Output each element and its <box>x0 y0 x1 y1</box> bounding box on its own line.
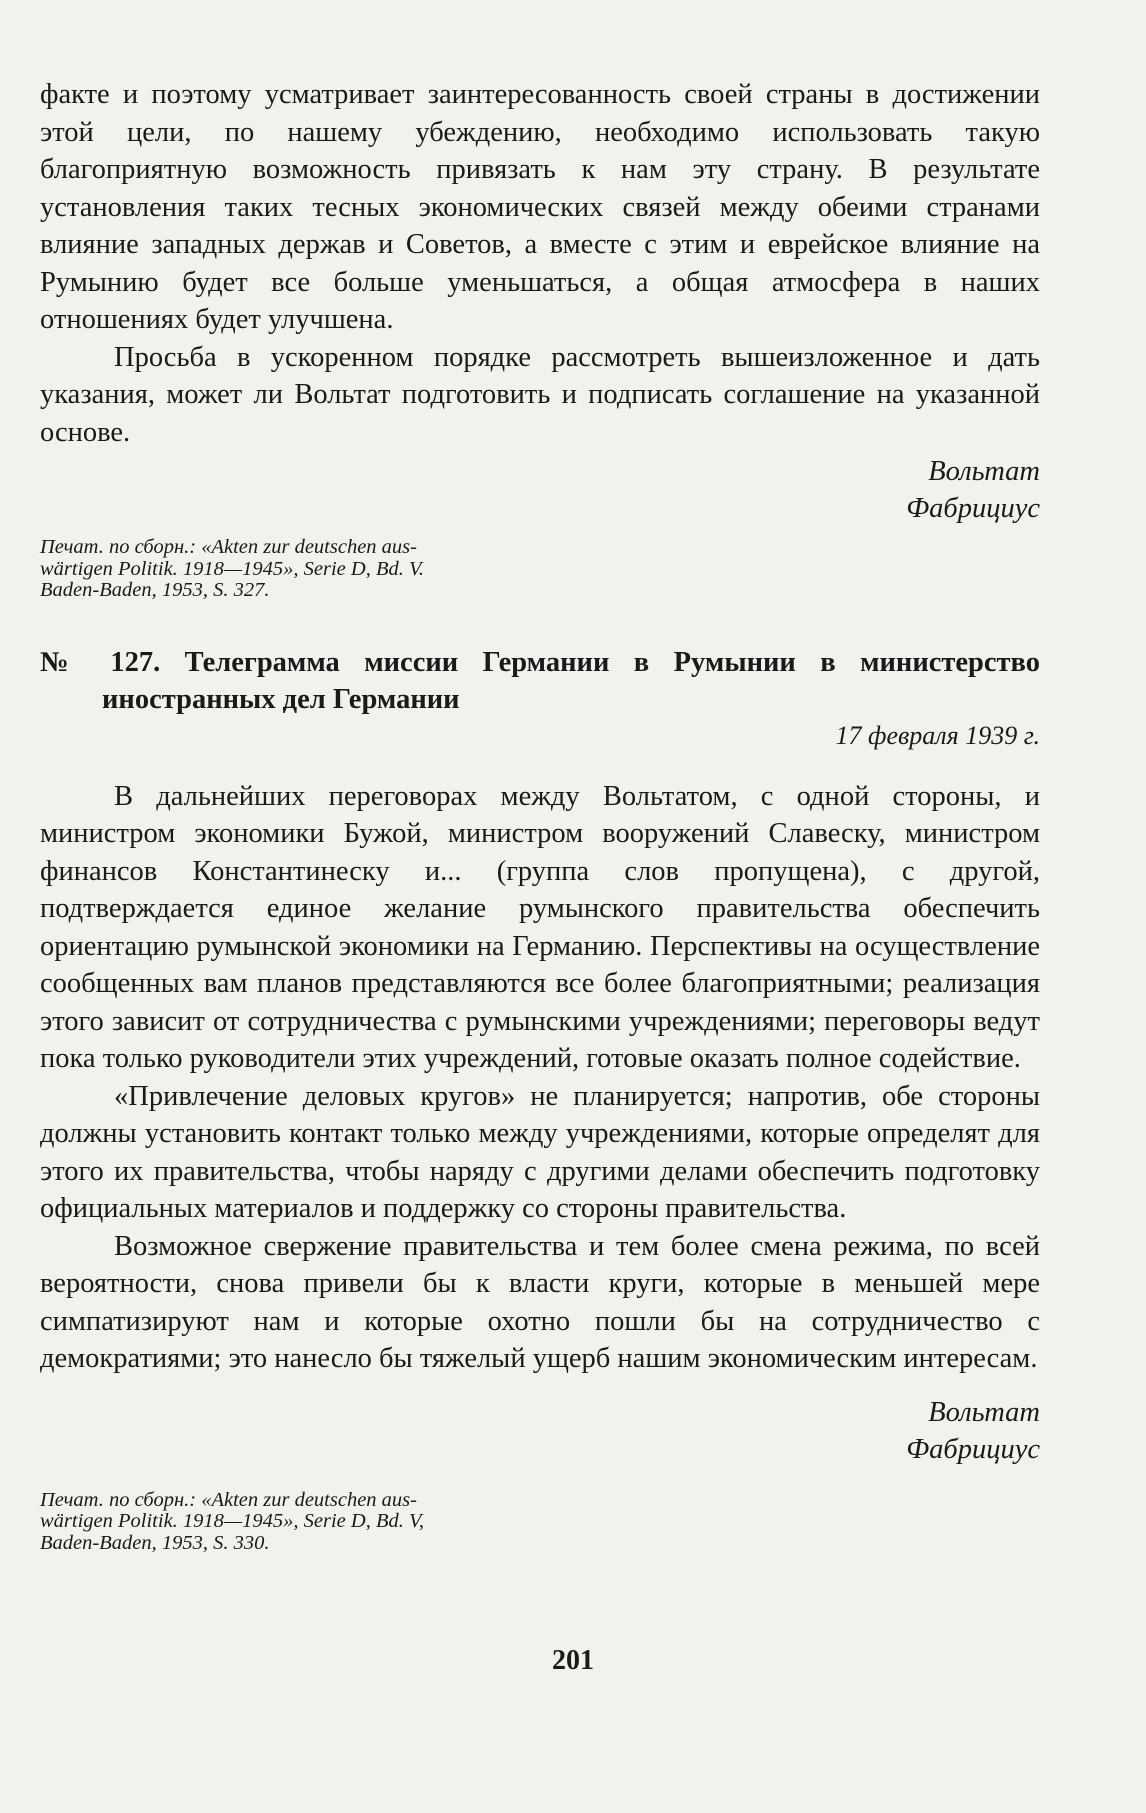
document-127-date: 17 февраля 1939 г. <box>835 720 1040 750</box>
page-content <box>40 76 1040 1554</box>
document-127-header <box>40 644 1040 754</box>
page-number: 201 <box>552 1645 594 1676</box>
source-note-1 <box>40 537 1040 602</box>
signature-fabricius-2: Фабрициус <box>906 1433 1040 1465</box>
signature-block-2 <box>40 1394 1040 1468</box>
signature-fabricius-1: Фабрициус <box>906 493 1040 524</box>
source-note-2-line-3: Baden-Baden, 1953, S. 330. <box>40 1531 270 1554</box>
continuation-paragraph-1: факте и поэтому усматривает заинтересованность своей страны в достижении этой цели, по нашему убеждению, необходимо использовать такую благоприятную возможность привязать к нам эту страну. В результате установления таких тесных экономических связей между обеими странами влияние западных держав и Советов, а вместе с этим и еврейское влияние на Румынию будет все больше уменьшаться, а общая атмосфера в наших отношениях будет улучшена. <box>40 79 1040 335</box>
signature-block-1 <box>40 453 1040 527</box>
document-127-paragraph-2: «Привлечение деловых кругов» не планируется; напротив, обе стороны должны установить контакт только между учреждениями, которые определят для этого их правительства, чтобы наряду с другими делами обеспечить подготовку официальных материалов и поддержку со стороны правительства. <box>40 1080 1040 1224</box>
document-127-text <box>40 778 1040 1378</box>
document-127-paragraph-3: Возможное свержение правительства и тем более смена режима, по всей вероятности, снова привели бы к власти круги, которые в меньшей мере симпатизируют нам и которые охотно пошли бы на сотрудничество с демократиями; это нанесло бы тяжелый ущерб нашим экономическим интересам. <box>40 1230 1040 1374</box>
document-127-title: № 127. Телеграмма миссии Германии в Румынии в министерство иностранных дел Германии <box>40 646 1040 715</box>
continuation-text <box>40 76 1040 451</box>
source-note-2-line-2: wärtigen Politik. 1918—1945», Serie D, Bd. V, <box>40 1510 424 1532</box>
document-127-paragraph-1: В дальнейших переговорах между Вольтатом, с одной стороны, и министром экономики Бужой, министром вооружений Славеску, министром финансов Константинеску и... (группа слов пропущена), с другой, подтверждается единое желание румынского правительства обеспечить ориентацию румынской экономики на Германию. Перспективы на осуществление сообщенных вам планов представляются все более благоприятными; реализация этого зависит от сотрудничества с румынскими учреждениями; переговоры ведут пока только руководители этих учреждений, готовые оказать полное содействие. <box>40 780 1040 1074</box>
source-note-1-line-3: Baden-Baden, 1953, S. 327. <box>40 579 270 601</box>
source-note-2-line-1: Печат. по сборн.: «Akten zur deutschen aus- <box>40 1488 417 1511</box>
signature-voltat-1: Вольтат <box>928 456 1040 487</box>
signature-voltat-2: Вольтат <box>928 1396 1040 1428</box>
source-note-1-line-1: Печат. по сборн.: «Akten zur deutschen aus- <box>40 536 417 558</box>
source-note-2 <box>40 1490 1040 1555</box>
continuation-paragraph-2: Просьба в ускоренном порядке рассмотреть вышеизложенное и дать указания, может ли Вольтат подготовить и подписать соглашение на указанной основе. <box>40 341 1040 448</box>
source-note-1-line-2: wärtigen Politik. 1918—1945», Serie D, Bd. V. <box>40 557 424 580</box>
